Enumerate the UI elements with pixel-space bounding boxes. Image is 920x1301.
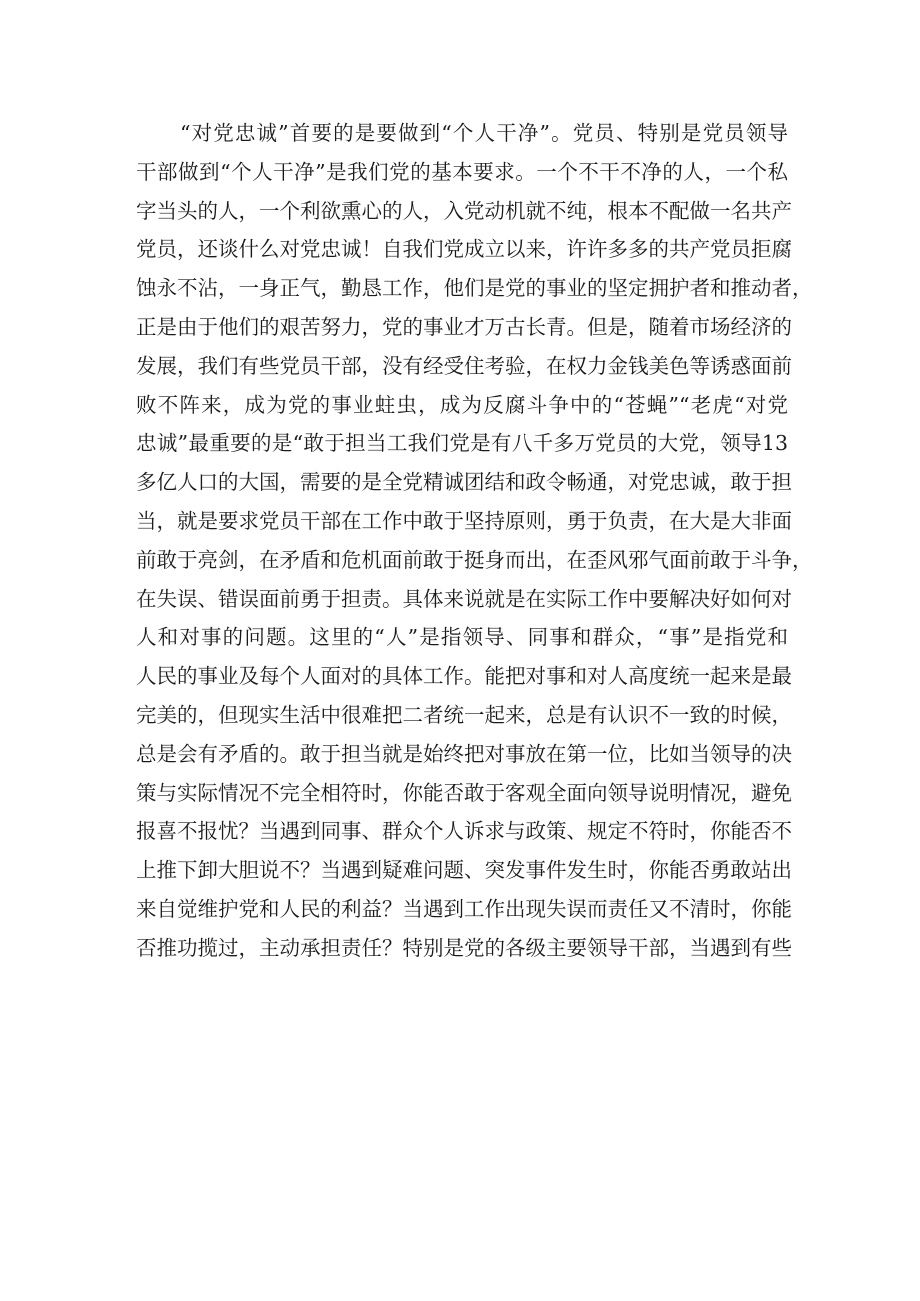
paragraph-line-14: 人和对事的问题。这里的“人”是指领导、同事和群众，“事”是指党和	[136, 625, 788, 650]
paragraph-line-8: 败不阵来，成为党的事业蛀虫，成为反腐斗争中的“苍蝇”“老虎“对党	[136, 392, 788, 417]
paragraph-line-3: 字当头的人，一个利欲熏心的人，入党动机就不纯，根本不配做一名共产	[136, 198, 792, 223]
paragraph-line-15: 人民的事业及每个人面对的具体工作。能把对事和对人高度统一起来是最	[136, 664, 792, 689]
paragraph-line-10: 多亿人口的大国，需要的是全党精诚团结和政令畅通，对党忠诚，敢于担	[136, 470, 792, 495]
paragraph-line-18: 策与实际情况不完全相符时，你能否敢于客观全面向领导说明情况，避免	[136, 780, 792, 805]
paragraph-line-7: 发展，我们有些党员干部，没有经受住考验，在权力金钱美色等诱惑面前	[136, 353, 792, 378]
paragraph-line-13: 在失误、错误面前勇于担责。具体来说就是在实际工作中要解决好如何对	[136, 586, 792, 611]
paragraph-line-20: 上推下卸大胆说不？当遇到疑难问题、突发事件发生时，你能否勇敢站出	[136, 858, 792, 883]
paragraph-line-1: “对党忠诚”首要的是要做到“个人干净”。党员、特别是党员领导	[180, 121, 788, 145]
paragraph-line-4: 党员，还谈什么对党忠诚！自我们党成立以来，许许多多的共产党员拒腐	[136, 237, 792, 262]
paragraph-line-16: 完美的，但现实生活中很难把二者统一起来，总是有认识不一致的时候，	[136, 702, 792, 727]
paragraph-line-11: 当，就是要求党员干部在工作中敢于坚持原则，勇于负责，在大是大非面	[136, 508, 792, 533]
paragraph-line-12: 前敢于亮剑，在矛盾和危机面前敢于挺身而出，在歪风邪气面前敢于斗争，	[136, 547, 813, 572]
paragraph-line-22: 否推功揽过，主动承担责任？特别是党的各级主要领导干部，当遇到有些	[136, 935, 792, 960]
paragraph-line-9: 忠诚”最重要的是“敢于担当工我们党是有八千多万党员的大党，领导13	[136, 431, 788, 456]
paragraph-line-21: 来自觉维护党和人民的利益？当遇到工作出现失误而责任又不清时，你能	[136, 896, 792, 921]
body-paragraph	[136, 114, 813, 968]
paragraph-line-6: 正是由于他们的艰苦努力，党的事业才万古长青。但是，随着市场经济的	[136, 314, 792, 339]
paragraph-line-17: 总是会有矛盾的。敢于担当就是始终把对事放在第一位，比如当领导的决	[136, 741, 792, 766]
paragraph-line-19: 报喜不报忧？当遇到同事、群众个人诉求与政策、规定不符时，你能否不	[136, 819, 792, 844]
paragraph-line-5: 蚀永不沾，一身正气，勤恳工作，他们是党的事业的坚定拥护者和推动者，	[136, 276, 813, 301]
paragraph-line-2: 干部做到“个人干净”是我们党的基本要求。一个不干不净的人，一个私	[136, 159, 788, 184]
